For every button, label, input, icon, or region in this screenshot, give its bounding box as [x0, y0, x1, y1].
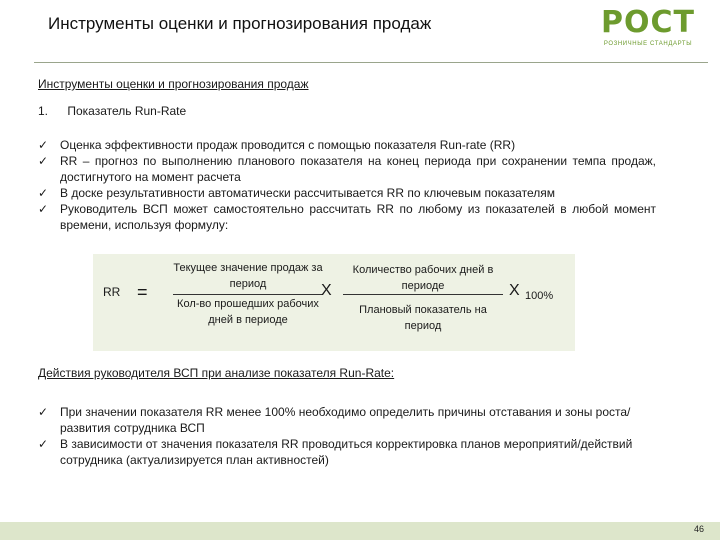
bullet-text: В доске результативности автоматически рассчитывается RR по ключевым показателям: [60, 186, 555, 200]
list-item: [38, 201, 656, 233]
formula-fraction1-denominator: Кол-во прошедших рабочих дней в периоде: [177, 298, 319, 326]
formula-equals: =: [137, 282, 148, 302]
formula-box: [93, 254, 575, 351]
formula-times-1: Х: [321, 282, 332, 299]
section-title: Инструменты оценки и прогнозирования продаж: [38, 77, 309, 91]
item-heading: [38, 104, 186, 118]
actions-title: Действия руководителя ВСП при анализе показателя Run-Rate:: [38, 366, 395, 380]
formula-lhs: RR: [103, 285, 121, 299]
list-item: [38, 137, 656, 153]
bullet-text: Руководитель ВСП может самостоятельно рассчитать RR по любому из показателей в любой момент времени, используя формулу:: [60, 202, 656, 232]
list-item: [38, 153, 656, 185]
bullet-list: [38, 137, 656, 233]
check-icon: ✓: [38, 154, 49, 168]
formula-percent: 100%: [525, 290, 554, 302]
footer-bar: [0, 522, 720, 540]
list-item: [38, 185, 656, 201]
check-icon: ✓: [38, 405, 49, 419]
action-text: В зависимости от значения показателя RR проводиться корректировка планов мероприятий/действий сотрудника (актуализируется план активностей): [60, 437, 633, 467]
formula-fraction2-numerator: Количество рабочих дней в периоде: [352, 264, 494, 292]
actions-list: [38, 404, 656, 468]
check-icon: ✓: [38, 437, 49, 451]
formula-fraction1-numerator: Текущее значение продаж за период: [173, 262, 323, 290]
item-number: 1.: [38, 104, 49, 118]
logo-subtitle: РОЗНИЧНЫЕ СТАНДАРТЫ: [603, 41, 693, 47]
page-number: 46: [693, 524, 704, 534]
item-label: Показатель Run-Rate: [67, 104, 187, 118]
check-icon: ✓: [38, 138, 49, 152]
formula-fraction2-bar: [343, 294, 503, 295]
bullet-text: Оценка эффективности продаж проводится с помощью показателя Run-rate (RR): [60, 138, 516, 152]
check-icon: ✓: [38, 202, 49, 216]
list-item: [38, 404, 656, 436]
check-icon: ✓: [38, 186, 49, 200]
formula-fraction1-bar: [173, 294, 323, 295]
logo: [592, 6, 704, 52]
list-item: [38, 436, 656, 468]
formula-fraction2-denominator: Плановый показатель на период: [359, 304, 487, 332]
page-title: Инструменты оценки и прогнозирования продаж: [48, 14, 432, 33]
action-text: При значении показателя RR менее 100% необходимо определить причины отставания и зоны роста/развития сотрудника ВСП: [60, 405, 631, 435]
header-divider: [34, 62, 708, 63]
logo-text: РОСТ: [601, 5, 695, 40]
bullet-text: RR – прогноз по выполнению планового показателя на конец периода при сохранении темпа продаж, достигнутого на момент расчета: [60, 154, 656, 184]
formula-times-2: Х: [509, 282, 520, 299]
